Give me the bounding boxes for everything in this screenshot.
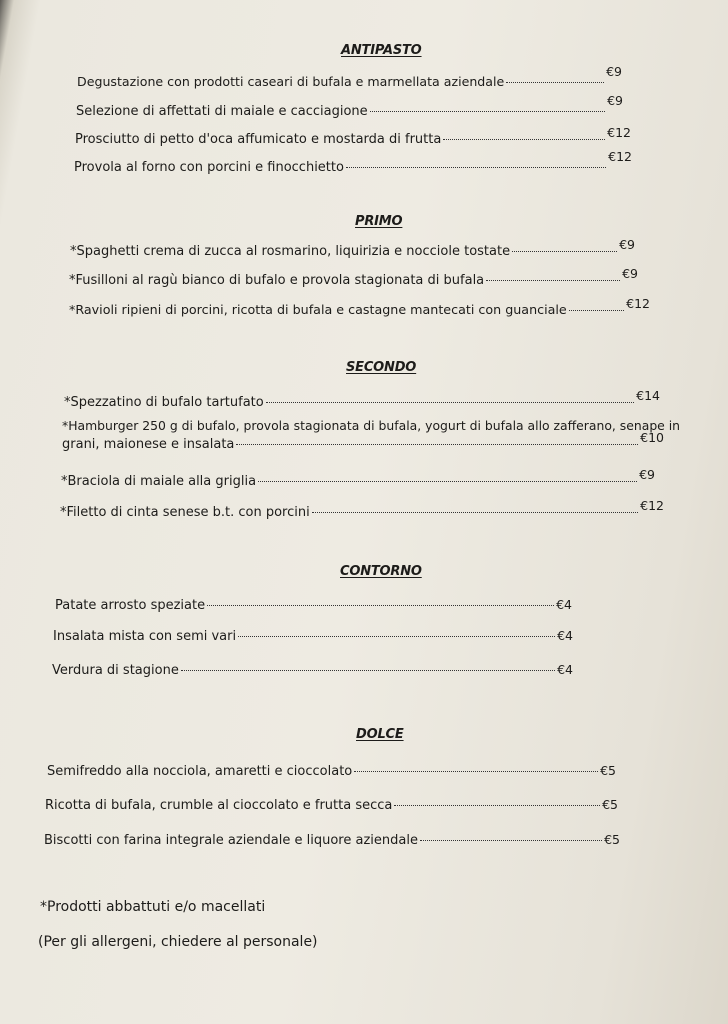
menu-item xyxy=(52,662,573,678)
menu-item-price: €4 xyxy=(556,597,572,612)
menu-item-name-line1: *Hamburger 250 g di bufalo, provola stagionata di bufala, yogurt di bufala allo zafferano, senape in xyxy=(62,418,681,433)
menu-item-name: *Fusilloni al ragù bianco di bufalo e provola stagionata di bufala xyxy=(69,273,485,288)
section-heading-antipasto: ANTIPASTO xyxy=(341,43,422,58)
section-heading-contorno: CONTORNO xyxy=(340,564,422,579)
menu-item-name: *Filetto di cinta senese b.t. con porcini xyxy=(60,505,310,520)
menu-item xyxy=(60,498,664,520)
menu-item-price: €4 xyxy=(557,662,573,677)
menu-item xyxy=(74,149,632,175)
menu-item-price: €12 xyxy=(626,296,650,311)
menu-item-name: Biscotti con farina integrale aziendale e liquore aziendale xyxy=(44,833,418,848)
menu-item xyxy=(53,628,573,644)
leader-dots xyxy=(486,280,620,281)
menu-item xyxy=(55,597,572,613)
menu-item-price: €10 xyxy=(640,430,664,445)
menu-item-price: €4 xyxy=(557,628,573,643)
menu-item-price: €9 xyxy=(606,64,622,79)
menu-item-name: *Spezzatino di bufalo tartufato xyxy=(64,395,264,410)
menu-item-price: €9 xyxy=(619,237,635,252)
menu-item xyxy=(69,296,650,317)
section-heading-primo: PRIMO xyxy=(355,214,403,229)
menu-item xyxy=(45,797,618,813)
menu-item-name: Ricotta di bufala, crumble al cioccolato e frutta secca xyxy=(45,798,393,813)
section-heading-secondo: SECONDO xyxy=(346,360,417,375)
menu-item xyxy=(47,763,616,779)
menu-item xyxy=(64,388,660,410)
menu-item-name: Patate arrosto speziate xyxy=(55,598,206,613)
menu-item-name: Insalata mista con semi vari xyxy=(53,629,237,644)
menu-item xyxy=(61,467,655,489)
menu-item-price: €5 xyxy=(604,832,620,847)
leader-dots xyxy=(236,444,638,445)
menu-item-price: €14 xyxy=(636,388,660,403)
menu-item-name-line2: grani, maionese e insalata xyxy=(62,437,235,452)
menu-item-price: €12 xyxy=(640,498,664,513)
leader-dots xyxy=(238,636,555,637)
menu-item-name: *Braciola di maiale alla griglia xyxy=(61,474,257,489)
leader-dots xyxy=(181,670,555,671)
footnote-prodotti: *Prodotti abbattuti e/o macellati xyxy=(40,899,266,915)
menu-item-name: Verdura di stagione xyxy=(52,663,179,678)
menu-item xyxy=(77,64,622,89)
leader-dots xyxy=(443,139,605,140)
menu-item-name: Prosciutto di petto d'oca affumicato e mostarda di frutta xyxy=(75,132,442,147)
menu-item xyxy=(69,266,638,288)
section-heading-dolce: DOLCE xyxy=(356,727,404,742)
leader-dots xyxy=(346,167,606,168)
menu-item-price: €5 xyxy=(602,797,618,812)
leader-dots xyxy=(354,771,598,772)
leader-dots xyxy=(512,251,617,252)
leader-dots xyxy=(207,605,554,606)
menu-item-name: *Spaghetti crema di zucca al rosmarino, liquirizia e nocciole tostate xyxy=(70,244,511,259)
menu-item xyxy=(76,93,623,119)
leader-dots xyxy=(394,805,600,806)
leader-dots xyxy=(266,402,634,403)
menu-item-name: *Ravioli ripieni di porcini, ricotta di bufala e castagne mantecati con guanciale xyxy=(69,302,567,317)
menu-item xyxy=(44,832,620,848)
leader-dots xyxy=(370,111,605,112)
menu-item-name: Selezione di affettati di maiale e cacciagione xyxy=(76,104,368,119)
menu-item xyxy=(70,237,635,259)
menu-item-name: Provola al forno con porcini e finocchietto xyxy=(74,160,344,175)
menu-item-price: €9 xyxy=(622,266,638,281)
menu-item-price: €9 xyxy=(639,467,655,482)
menu-item xyxy=(62,418,681,452)
leader-dots xyxy=(420,840,602,841)
menu-item-price: €5 xyxy=(600,763,616,778)
leader-dots xyxy=(569,310,624,311)
menu-item-price: €9 xyxy=(607,93,623,108)
menu-item-name: Degustazione con prodotti caseari di bufala e marmellata aziendale xyxy=(77,74,505,89)
menu-item xyxy=(75,125,631,147)
leader-dots xyxy=(258,481,637,482)
menu-item-price: €12 xyxy=(608,149,632,164)
menu-item-name: Semifreddo alla nocciola, amaretti e cioccolato xyxy=(47,764,353,779)
leader-dots xyxy=(312,512,638,513)
footnote-allergeni: (Per gli allergeni, chiedere al personale) xyxy=(38,934,318,950)
menu-item-price: €12 xyxy=(607,125,631,140)
leader-dots xyxy=(506,82,604,83)
